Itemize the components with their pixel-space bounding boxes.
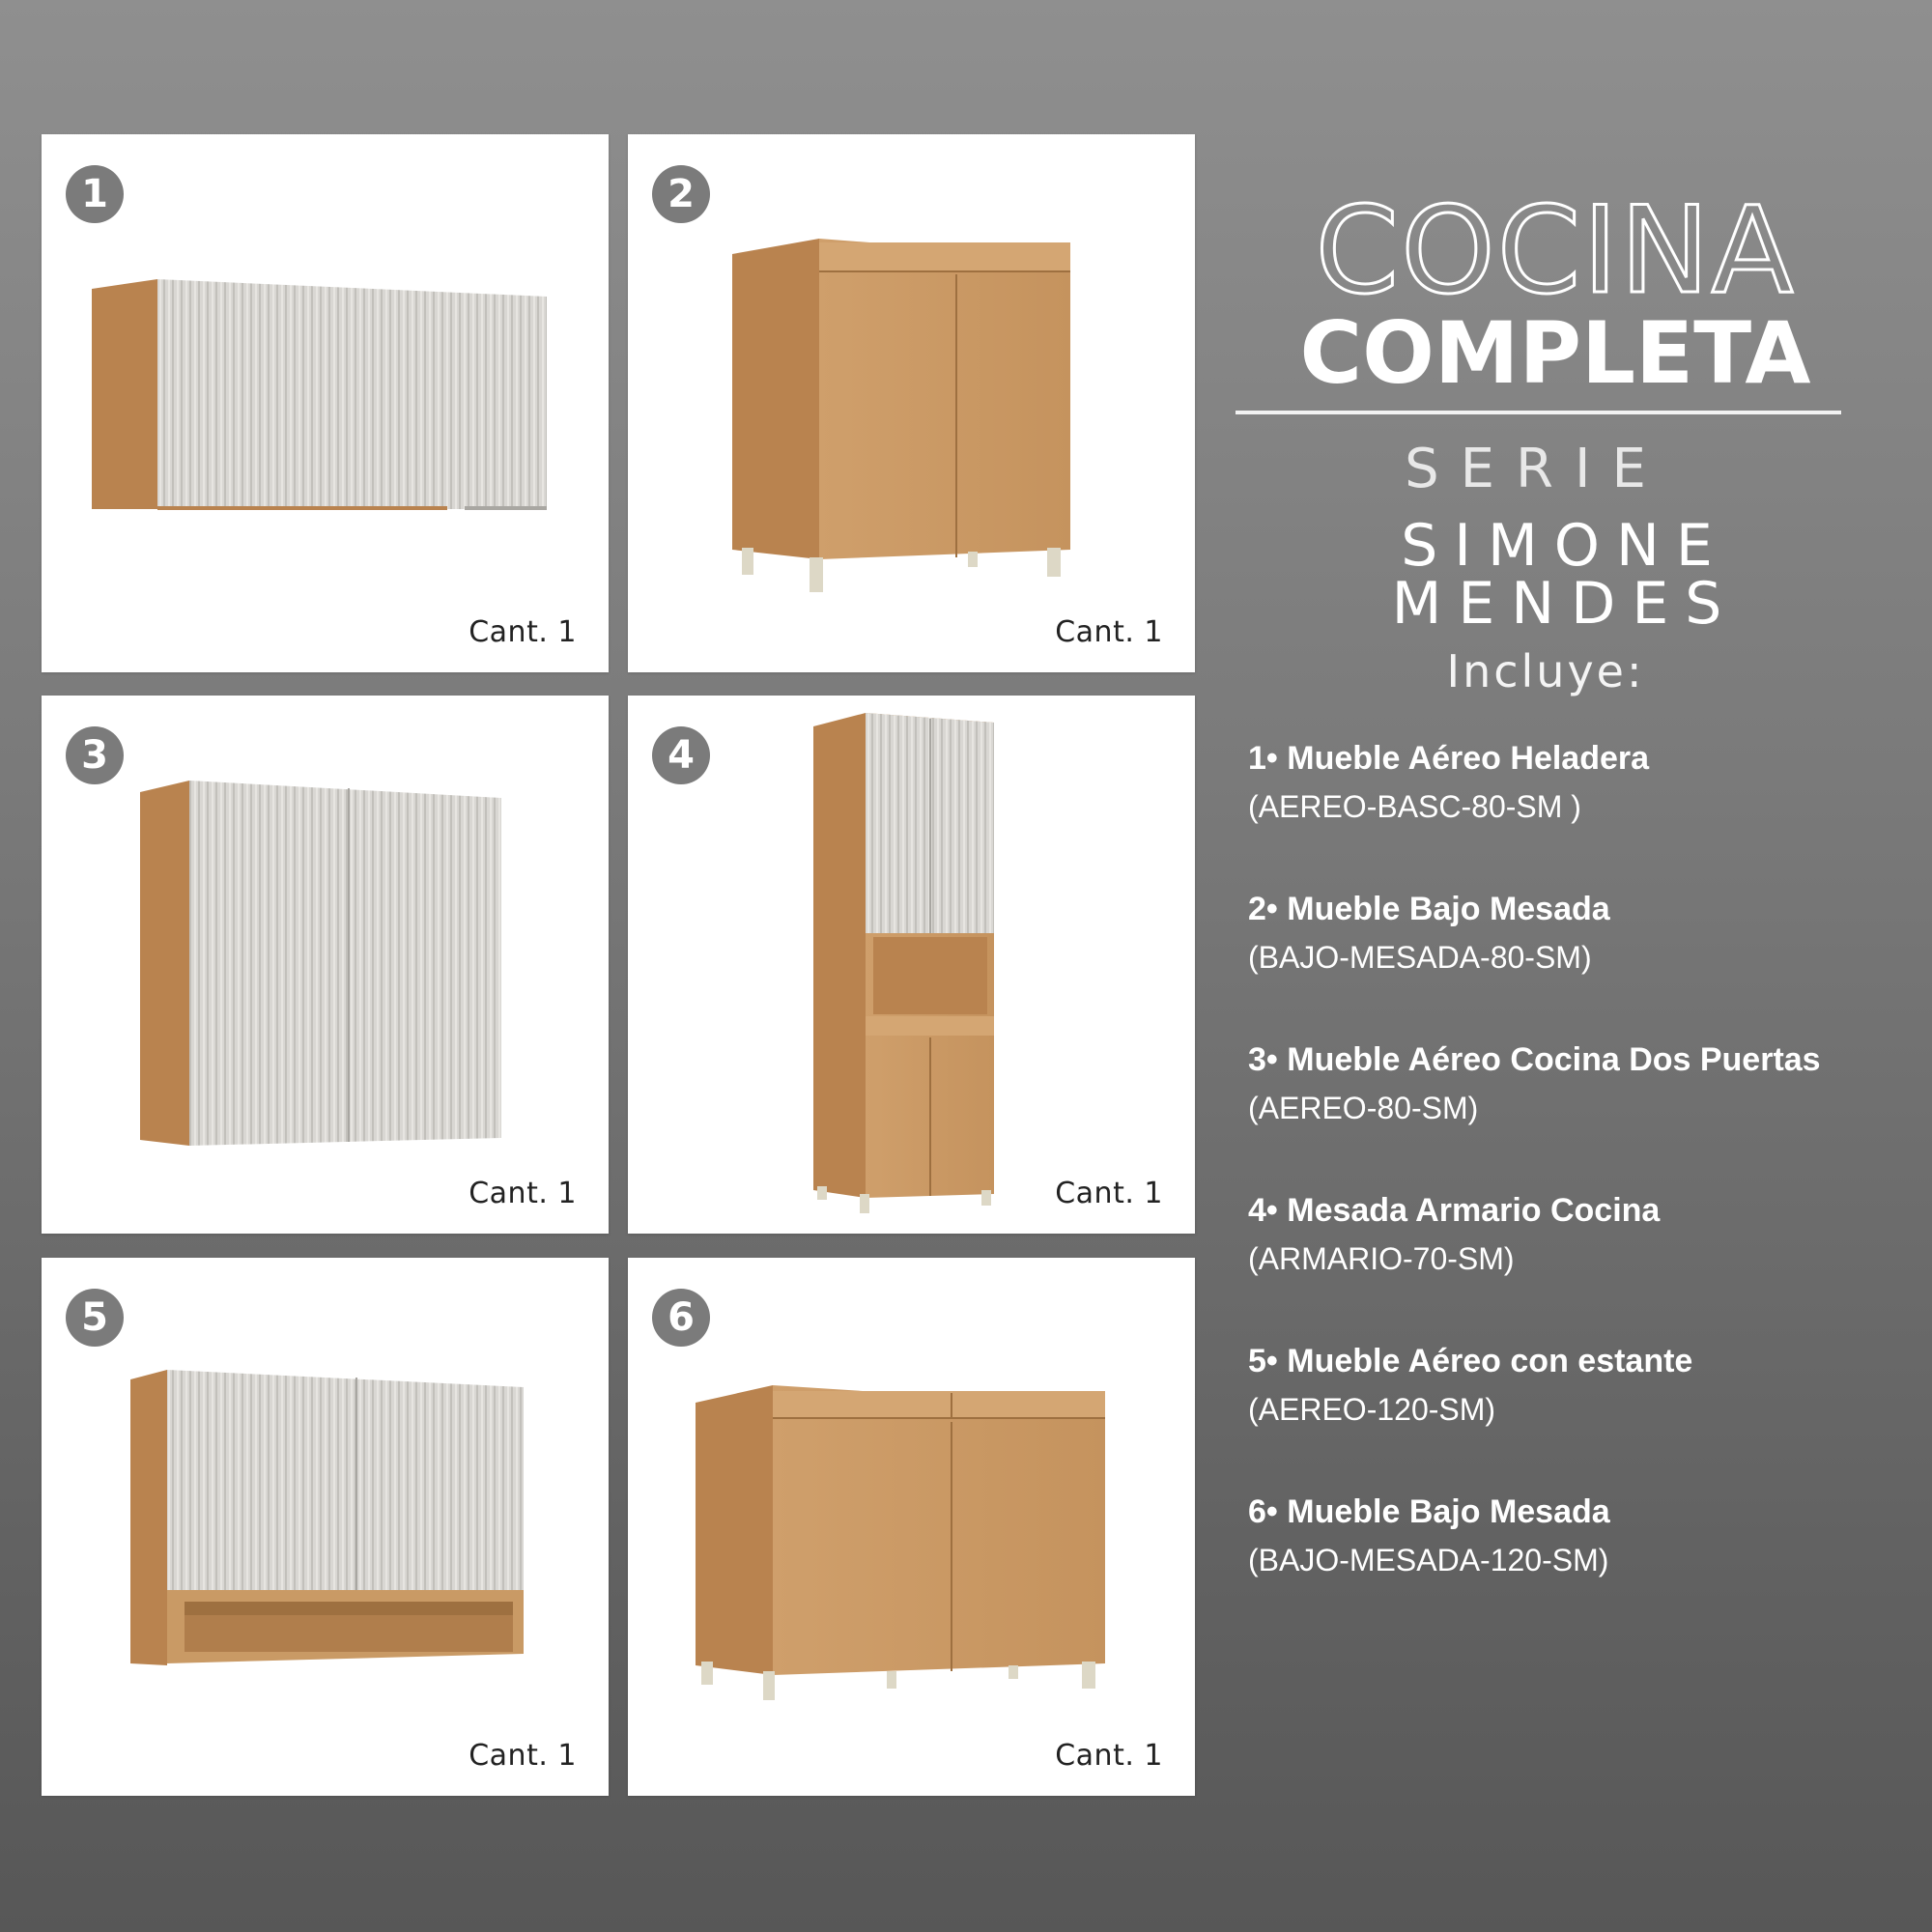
item-name: 3• Mueble Aéreo Cocina Dos Puertas <box>1248 1041 1821 1078</box>
product-card-1[interactable] <box>42 134 609 672</box>
quantity-label: Cant. 1 <box>469 615 577 649</box>
item-name: 1• Mueble Aéreo Heladera <box>1248 740 1650 777</box>
cabinet-1-image <box>42 134 609 672</box>
title-cocina: COCINA <box>1315 182 1796 321</box>
product-number-badge: 4 <box>652 726 710 784</box>
list-item <box>1248 1188 1924 1339</box>
product-card-5[interactable] <box>42 1258 609 1796</box>
list-item <box>1248 1037 1924 1188</box>
cabinet-2-image <box>628 134 1195 672</box>
item-code: (ARMARIO-70-SM) <box>1248 1241 1515 1276</box>
item-code: (AEREO-BASC-80-SM ) <box>1248 789 1581 824</box>
item-name: 5• Mueble Aéreo con estante <box>1248 1343 1693 1379</box>
item-code: (BAJO-MESADA-80-SM) <box>1248 940 1592 975</box>
list-item <box>1248 736 1924 887</box>
product-number-badge: 6 <box>652 1289 710 1347</box>
title-completa: COMPLETA <box>1299 303 1811 403</box>
product-card-6[interactable] <box>628 1258 1195 1796</box>
cabinet-4-image <box>628 696 1195 1234</box>
product-card-2[interactable] <box>628 134 1195 672</box>
item-code: (AEREO-120-SM) <box>1248 1392 1496 1427</box>
included-items-list <box>1248 736 1924 1640</box>
list-item <box>1248 1339 1924 1490</box>
title-divider <box>1236 411 1841 414</box>
designer-name: SIMONE MENDES <box>1391 512 1739 638</box>
series-label: SERIE <box>1405 438 1667 500</box>
product-number-badge: 5 <box>66 1289 124 1347</box>
product-number-badge: 1 <box>66 165 124 223</box>
product-number-badge: 3 <box>66 726 124 784</box>
item-code: (BAJO-MESADA-120-SM) <box>1248 1543 1609 1577</box>
product-number-badge: 2 <box>652 165 710 223</box>
quantity-label: Cant. 1 <box>1055 1177 1163 1210</box>
cabinet-3-image <box>42 696 609 1234</box>
item-name: 4• Mesada Armario Cocina <box>1248 1192 1661 1229</box>
item-code: (AEREO-80-SM) <box>1248 1091 1479 1125</box>
quantity-label: Cant. 1 <box>469 1739 577 1773</box>
includes-heading: Incluye: <box>1446 645 1645 697</box>
quantity-label: Cant. 1 <box>1055 615 1163 649</box>
product-card-4[interactable] <box>628 696 1195 1234</box>
product-card-3[interactable] <box>42 696 609 1234</box>
list-item <box>1248 887 1924 1037</box>
item-name: 6• Mueble Bajo Mesada <box>1248 1493 1610 1530</box>
cabinet-5-image <box>42 1258 609 1796</box>
quantity-label: Cant. 1 <box>469 1177 577 1210</box>
item-name: 2• Mueble Bajo Mesada <box>1248 891 1610 927</box>
quantity-label: Cant. 1 <box>1055 1739 1163 1773</box>
cabinet-6-image <box>628 1258 1195 1796</box>
list-item <box>1248 1490 1924 1640</box>
